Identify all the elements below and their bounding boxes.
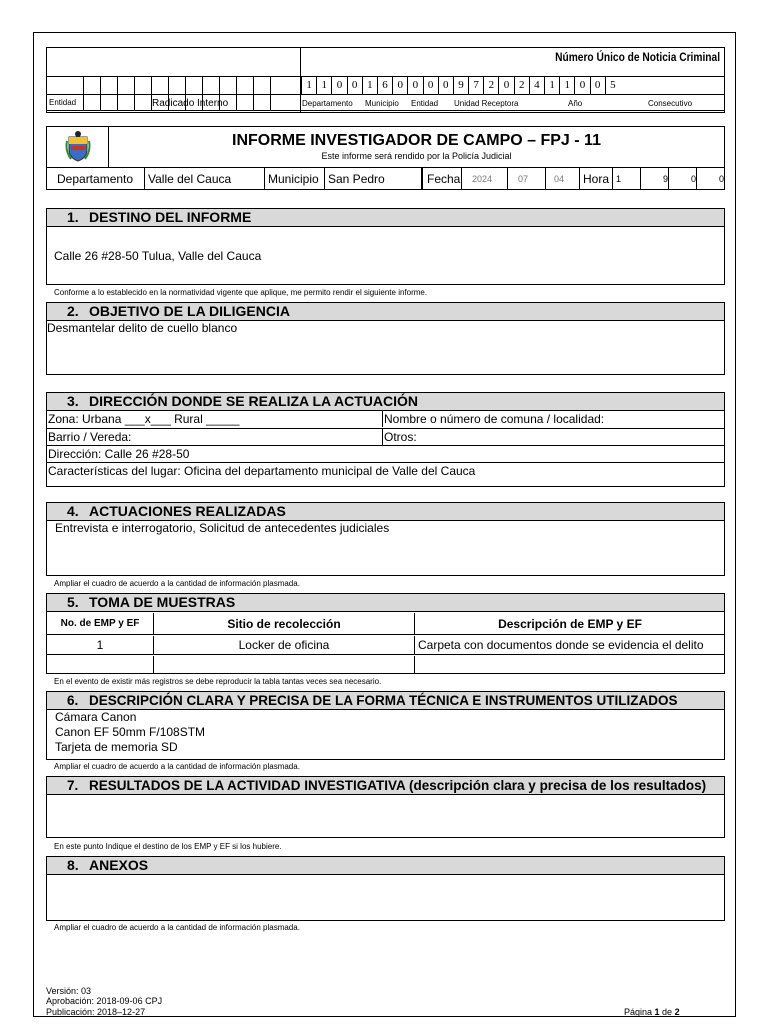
note-1: Conforme a lo establecido en la normatividad vigente que aplique, me permito rendir el siguiente informe. <box>54 288 428 297</box>
nunc-digit: 2 <box>514 77 529 94</box>
title-block <box>46 126 725 190</box>
hora-digit: 9 <box>641 168 669 190</box>
cell-descripcion <box>415 656 725 674</box>
nunc-digit: 9 <box>453 77 468 94</box>
nunc-digit: 1 <box>316 77 331 94</box>
nunc-digit: 0 <box>498 77 513 94</box>
instrumento-line: Tarjeta de memoria SD <box>55 740 178 754</box>
section-2-title: OBJETIVO DE LA DILIGENCIA <box>89 303 290 319</box>
nunc-digit: 0 <box>407 77 422 94</box>
footer-aprobacion: Aprobación: 2018-09-06 CPJ <box>46 996 163 1006</box>
footer-publicacion: Publicación: 2018–12-27 <box>46 1007 146 1017</box>
page-number: Página 1 de 2 <box>624 1007 680 1017</box>
section-resultados: 7. RESULTADOS DE LA ACTIVIDAD INVESTIGATIVA (descripción clara y precisa de los resultados) <box>46 776 725 838</box>
note-6: Ampliar el cuadro de acuerdo a la cantidad de información plasmada. <box>54 762 300 771</box>
zona-field: Zona: Urbana ___x___ Rural _____ <box>48 412 240 426</box>
nunc-digit: 0 <box>590 77 605 94</box>
barrio-field: Barrio / Vereda: <box>48 430 132 444</box>
footer-version: Versión: 03 <box>46 986 92 996</box>
section-destino: 1. DESTINO DEL INFORME Calle 26 #28-50 Tulua, Valle del Cauca <box>46 208 725 285</box>
section-instrumentos: 6. DESCRIPCIÓN CLARA Y PRECISA DE LA FORMA TÉCNICA E INSTRUMENTOS UTILIZADOS Cámara Canon Canon EF 50mm F/108STM Tarjeta de memoria SD <box>46 691 725 760</box>
section-6-title: DESCRIPCIÓN CLARA Y PRECISA DE LA FORMA TÉCNICA E INSTRUMENTOS UTILIZADOS <box>89 693 678 708</box>
departamento-value: Valle del Cauca <box>145 168 265 190</box>
nunc-digit: 1 <box>362 77 377 94</box>
nunc-title: Número Único de Noticia Criminal <box>555 50 720 64</box>
col-descripcion: Descripción de EMP y EF <box>498 617 642 631</box>
note-8: Ampliar el cuadro de acuerdo a la cantidad de información plasmada. <box>54 923 300 932</box>
table-row <box>47 656 724 674</box>
form-title: INFORME INVESTIGADOR DE CAMPO – FPJ - 11 <box>232 132 601 149</box>
hora-digit: 0 <box>719 174 725 184</box>
section-anexos: 8. ANEXOS <box>46 856 725 921</box>
label-consecutivo: Consecutivo <box>648 99 693 108</box>
hora-digit: 0 <box>669 168 697 190</box>
section-1-title: DESTINO DEL INFORME <box>89 209 252 225</box>
section-direccion: 3. DIRECCIÓN DONDE SE REALIZA LA ACTUACIÓN Zona: Urbana ___x___ Rural _____ Nombre o número de comuna / localidad: Barrio / Vereda: Otros: Dirección: Calle 26 #28-50 Características del lugar: Oficina del departamento municipal de Valle del Cauca <box>46 392 725 487</box>
fecha-label: Fecha <box>422 168 462 190</box>
label-unidad: Unidad Receptora <box>454 99 519 108</box>
note-4: Ampliar el cuadro de acuerdo a la cantidad de información plasmada. <box>54 579 300 588</box>
nunc-digit: 5 <box>605 77 620 94</box>
nunc-digit: 0 <box>392 77 407 94</box>
cell-no <box>47 656 154 674</box>
comuna-field: Nombre o número de comuna / localidad: <box>384 412 605 426</box>
note-7: En este punto Indique el destino de los EMP y EF si los hubiere. <box>54 842 282 851</box>
cell-sitio: Locker de oficina <box>154 636 415 654</box>
form-page <box>33 32 736 1017</box>
fecha-year: 2024 <box>462 168 508 190</box>
otros-field: Otros: <box>384 430 417 444</box>
section-4-title: ACTUACIONES REALIZADAS <box>89 503 286 519</box>
section-actuaciones: 4. ACTUACIONES REALIZADAS Entrevista e interrogatorio, Solicitud de antecedentes judiciales <box>46 502 725 576</box>
departamento-label: Departamento <box>47 168 145 190</box>
caracteristicas-field: Características del lugar: Oficina del departamento municipal de Valle del Cauca <box>48 464 476 478</box>
nunc-digit: 1 <box>544 77 559 94</box>
section-8-title: ANEXOS <box>89 857 149 873</box>
cell-no: 1 <box>47 636 154 654</box>
label-radicado: Radicado Interno <box>152 98 229 109</box>
nunc-digit: 1 <box>559 77 574 94</box>
muestras-header-row <box>47 613 724 635</box>
instrumento-line: Cámara Canon <box>55 710 137 724</box>
fecha-month: 07 <box>508 168 546 190</box>
section-muestras: 5. TOMA DE MUESTRAS No. de EMP y EF Sitio de recolección Descripción de EMP y EF 1 Locker de oficina Carpeta con documentos donde se evidencia el delito <box>46 593 725 674</box>
form-subtitle: Este informe será rendido por la Policía Judicial <box>321 151 512 161</box>
municipio-value: San Pedro <box>325 168 422 190</box>
nunc-digit: 0 <box>347 77 362 94</box>
hora-label: Hora <box>580 168 613 190</box>
nunc-digits <box>301 77 620 94</box>
direccion-field: Dirección: Calle 26 #28-50 <box>48 447 190 461</box>
table-row <box>47 636 724 655</box>
nunc-digit: 0 <box>574 77 589 94</box>
coat-of-arms-icon <box>47 127 109 167</box>
objetivo-text: Desmantelar delito de cuello blanco <box>47 321 238 335</box>
nunc-digit: 2 <box>483 77 498 94</box>
label-municipio: Municipio <box>365 99 399 108</box>
location-date-row <box>47 167 724 190</box>
label-entidad: Entidad <box>49 98 77 107</box>
label-departamento: Departamento <box>302 99 353 108</box>
nunc-digit: 1 <box>301 77 316 94</box>
section-objetivo: 2. OBJETIVO DE LA DILIGENCIA Desmantelar delito de cuello blanco <box>46 302 725 375</box>
hora-digit: 1 <box>613 168 641 190</box>
section-3-title: DIRECCIÓN DONDE SE REALIZA LA ACTUACIÓN <box>89 393 418 409</box>
actuaciones-text: Entrevista e interrogatorio, Solicitud de antecedentes judiciales <box>55 521 390 535</box>
nunc-digit: 6 <box>377 77 392 94</box>
fecha-day: 04 <box>546 168 580 190</box>
cell-descripcion: Carpeta con documentos donde se evidencia el delito <box>418 638 704 652</box>
note-5: En el evento de existir más registros se debe reproducir la tabla tantas veces sea necesario. <box>54 677 382 686</box>
nunc-digit: 0 <box>423 77 438 94</box>
nunc-block <box>46 47 725 113</box>
instrumento-line: Canon EF 50mm F/108STM <box>55 725 206 739</box>
destino-text: Calle 26 #28-50 Tulua, Valle del Cauca <box>54 249 262 263</box>
nunc-digit: 0 <box>438 77 453 94</box>
cell-sitio <box>154 656 415 674</box>
label-entidad-2: Entidad <box>411 99 439 108</box>
section-7-title: RESULTADOS DE LA ACTIVIDAD INVESTIGATIVA (descripción clara y precisa de los resultados) <box>89 778 707 793</box>
municipio-label: Municipio <box>265 168 325 190</box>
section-5-title: TOMA DE MUESTRAS <box>89 594 236 610</box>
label-anio: Año <box>568 99 583 108</box>
col-sitio: Sitio de recolección <box>154 613 415 634</box>
nunc-digit: 4 <box>529 77 544 94</box>
nunc-digit: 7 <box>468 77 483 94</box>
nunc-digit: 0 <box>331 77 346 94</box>
col-no: No. de EMP y EF <box>47 613 154 634</box>
